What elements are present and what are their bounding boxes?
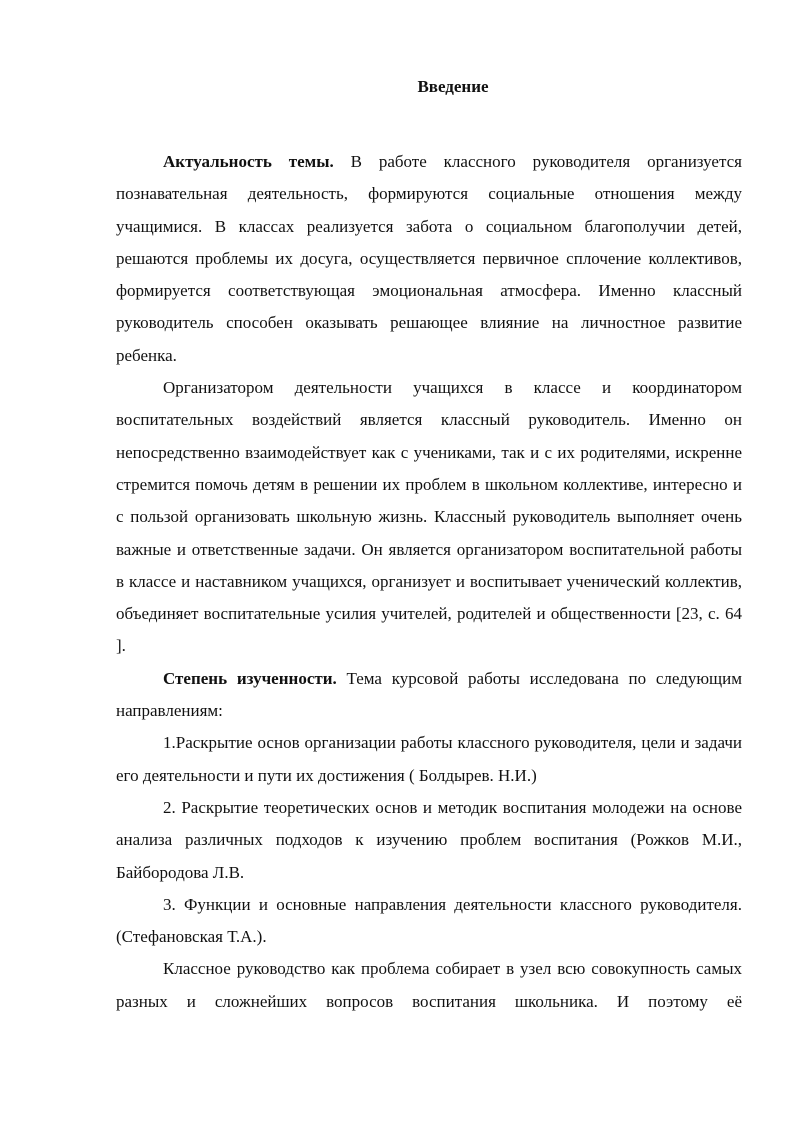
- list-item-1-text: 1.Раскрытие основ организации работы классного руководителя, цели и задачи его деятельности и пути их достижения ( Болдырев. Н.И.): [116, 733, 742, 785]
- paragraph-organizer: [116, 372, 742, 663]
- relevance-text: В работе классного руководителя организуется познавательная деятельность, формируются социальные отношения между учащимися. В классах реализуется забота о социальном благополучии детей, решаются проблемы их досуга, осуществляется первичное сплочение коллективов, формируется соответствующая эмоциональная атмосфера. Именно классный руководитель способен оказывать решающее влияние на личностное развитие ребенка.: [116, 152, 742, 365]
- organizer-text: Организатором деятельности учащихся в классе и координатором воспитательных воздействий является классный руководитель. Именно он непосредственно взаимодействует как с учениками, так и с их родителями, искренне стремится помочь детям в решении их проблем в школьном коллективе, интересно и с пользой организовать школьную жизнь. Классный руководитель выполняет очень важные и ответственные задачи. Он является организатором воспитательной работы в классе и наставником учащихся, организует и воспитывает ученический коллектив, объединяет воспитательные усилия учителей, родителей и общественности [23, с. 64 ].: [116, 378, 742, 656]
- paragraph-class-guidance: [116, 953, 742, 1018]
- list-item-2: [116, 792, 742, 889]
- paragraph-study-degree: [116, 663, 742, 728]
- list-item-1: [116, 727, 742, 792]
- relevance-heading: Актуальность темы.: [163, 152, 334, 171]
- study-degree-text: Тема курсовой работы исследована по следующим направлениям:: [116, 668, 742, 721]
- class-guidance-text: Классное руководство как проблема собирает в узел всю совокупность самых разных и сложнейших вопросов воспитания школьника. И поэтому её: [116, 959, 742, 1011]
- list-item-2-text: 2. Раскрытие теоретических основ и методик воспитания молодежи на основе анализа различных подходов к изучению проблем воспитания (Рожков М.И., Байбородова Л.В.: [116, 797, 742, 882]
- page-title: Введение: [417, 77, 489, 96]
- list-item-3: [116, 889, 742, 954]
- paragraph-relevance: [116, 146, 742, 372]
- list-item-3-text: 3. Функции и основные направления деятельности классного руководителя.(Стефановская Т.А.).: [116, 894, 742, 947]
- document-body: [116, 146, 742, 1018]
- study-degree-heading: Степень изученности.: [163, 668, 337, 688]
